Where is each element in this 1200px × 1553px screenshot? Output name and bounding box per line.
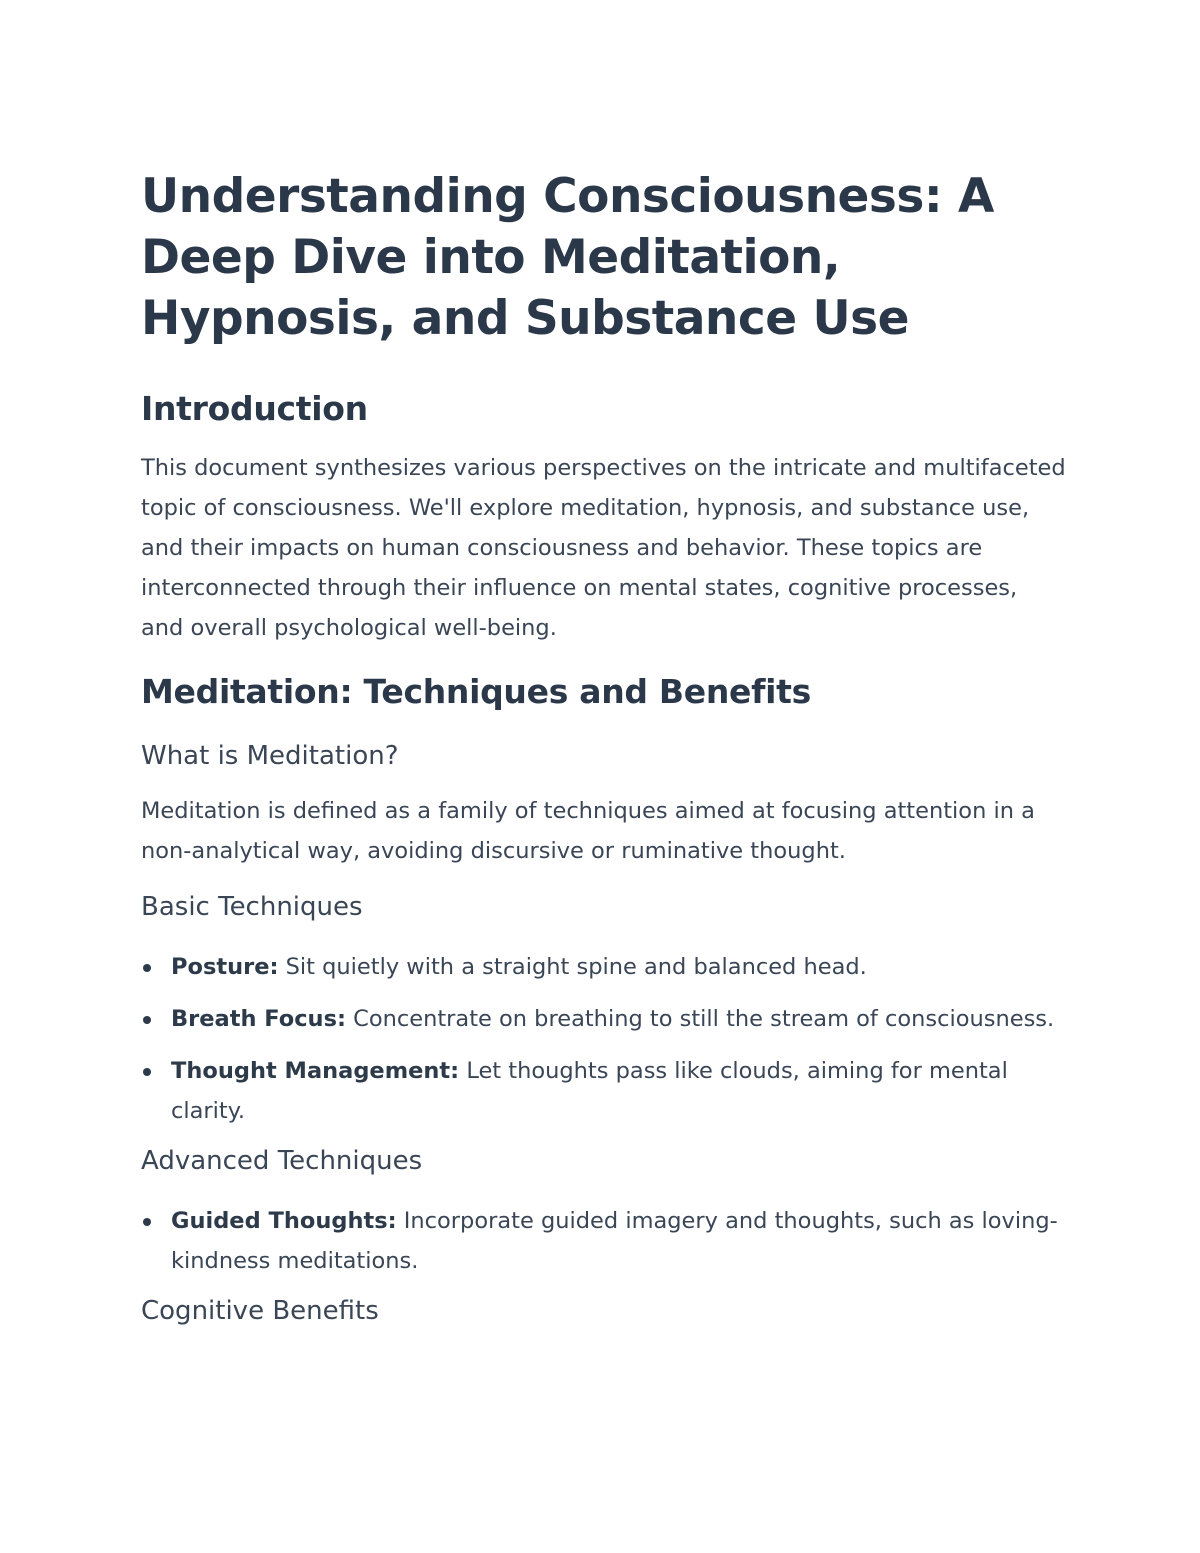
bullet-icon — [143, 1016, 151, 1024]
what-is-meditation-paragraph: Meditation is defined as a family of techniques aimed at focusing attention in a non-analytical way, avoiding discursive or ruminative thought. — [141, 798, 1035, 864]
list-item-text: Concentrate on breathing to still the stream of consciousness. — [345, 1006, 1055, 1032]
page-title: Understanding Consciousness: A Deep Dive into Meditation, Hypnosis, and Substance Use — [141, 169, 994, 346]
list-item — [141, 1051, 1066, 1131]
list-item-text: Incorporate guided imagery and thoughts, such as loving-kindness meditations. — [171, 1208, 1058, 1274]
introduction-paragraph: This document synthesizes various perspectives on the intricate and multifaceted topic of consciousness. We'll explore meditation, hypnosis, and substance use, and their impacts on human consciousness and behavior. These topics are interconnected through their influence on mental states, cognitive processes, and overall psychological well-being. — [141, 455, 1066, 641]
list-item-text: Let thoughts pass like clouds, aiming for mental clarity. — [171, 1058, 1008, 1124]
list-item-term: Posture: — [171, 954, 279, 980]
subheading-what-is-meditation: What is Meditation? — [141, 741, 399, 771]
list-item-term: Thought Management: — [171, 1058, 460, 1084]
list-item — [141, 1201, 1066, 1281]
document-page — [141, 166, 1066, 1329]
list-item-term: Guided Thoughts: — [171, 1208, 397, 1234]
bullet-icon — [143, 1068, 151, 1076]
list-item — [141, 999, 1066, 1039]
subheading-basic-techniques: Basic Techniques — [141, 892, 363, 922]
advanced-techniques-list — [141, 1201, 1066, 1281]
bullet-icon — [143, 1218, 151, 1226]
section-heading-meditation: Meditation: Techniques and Benefits — [141, 672, 811, 711]
list-item — [141, 947, 1066, 987]
section-heading-introduction: Introduction — [141, 389, 368, 428]
subheading-advanced-techniques: Advanced Techniques — [141, 1146, 423, 1176]
subheading-cognitive-benefits: Cognitive Benefits — [141, 1296, 379, 1326]
list-item-term: Breath Focus: — [171, 1006, 346, 1032]
bullet-icon — [143, 964, 151, 972]
basic-techniques-list — [141, 947, 1066, 1131]
list-item-text: Sit quietly with a straight spine and balanced head. — [278, 954, 867, 980]
